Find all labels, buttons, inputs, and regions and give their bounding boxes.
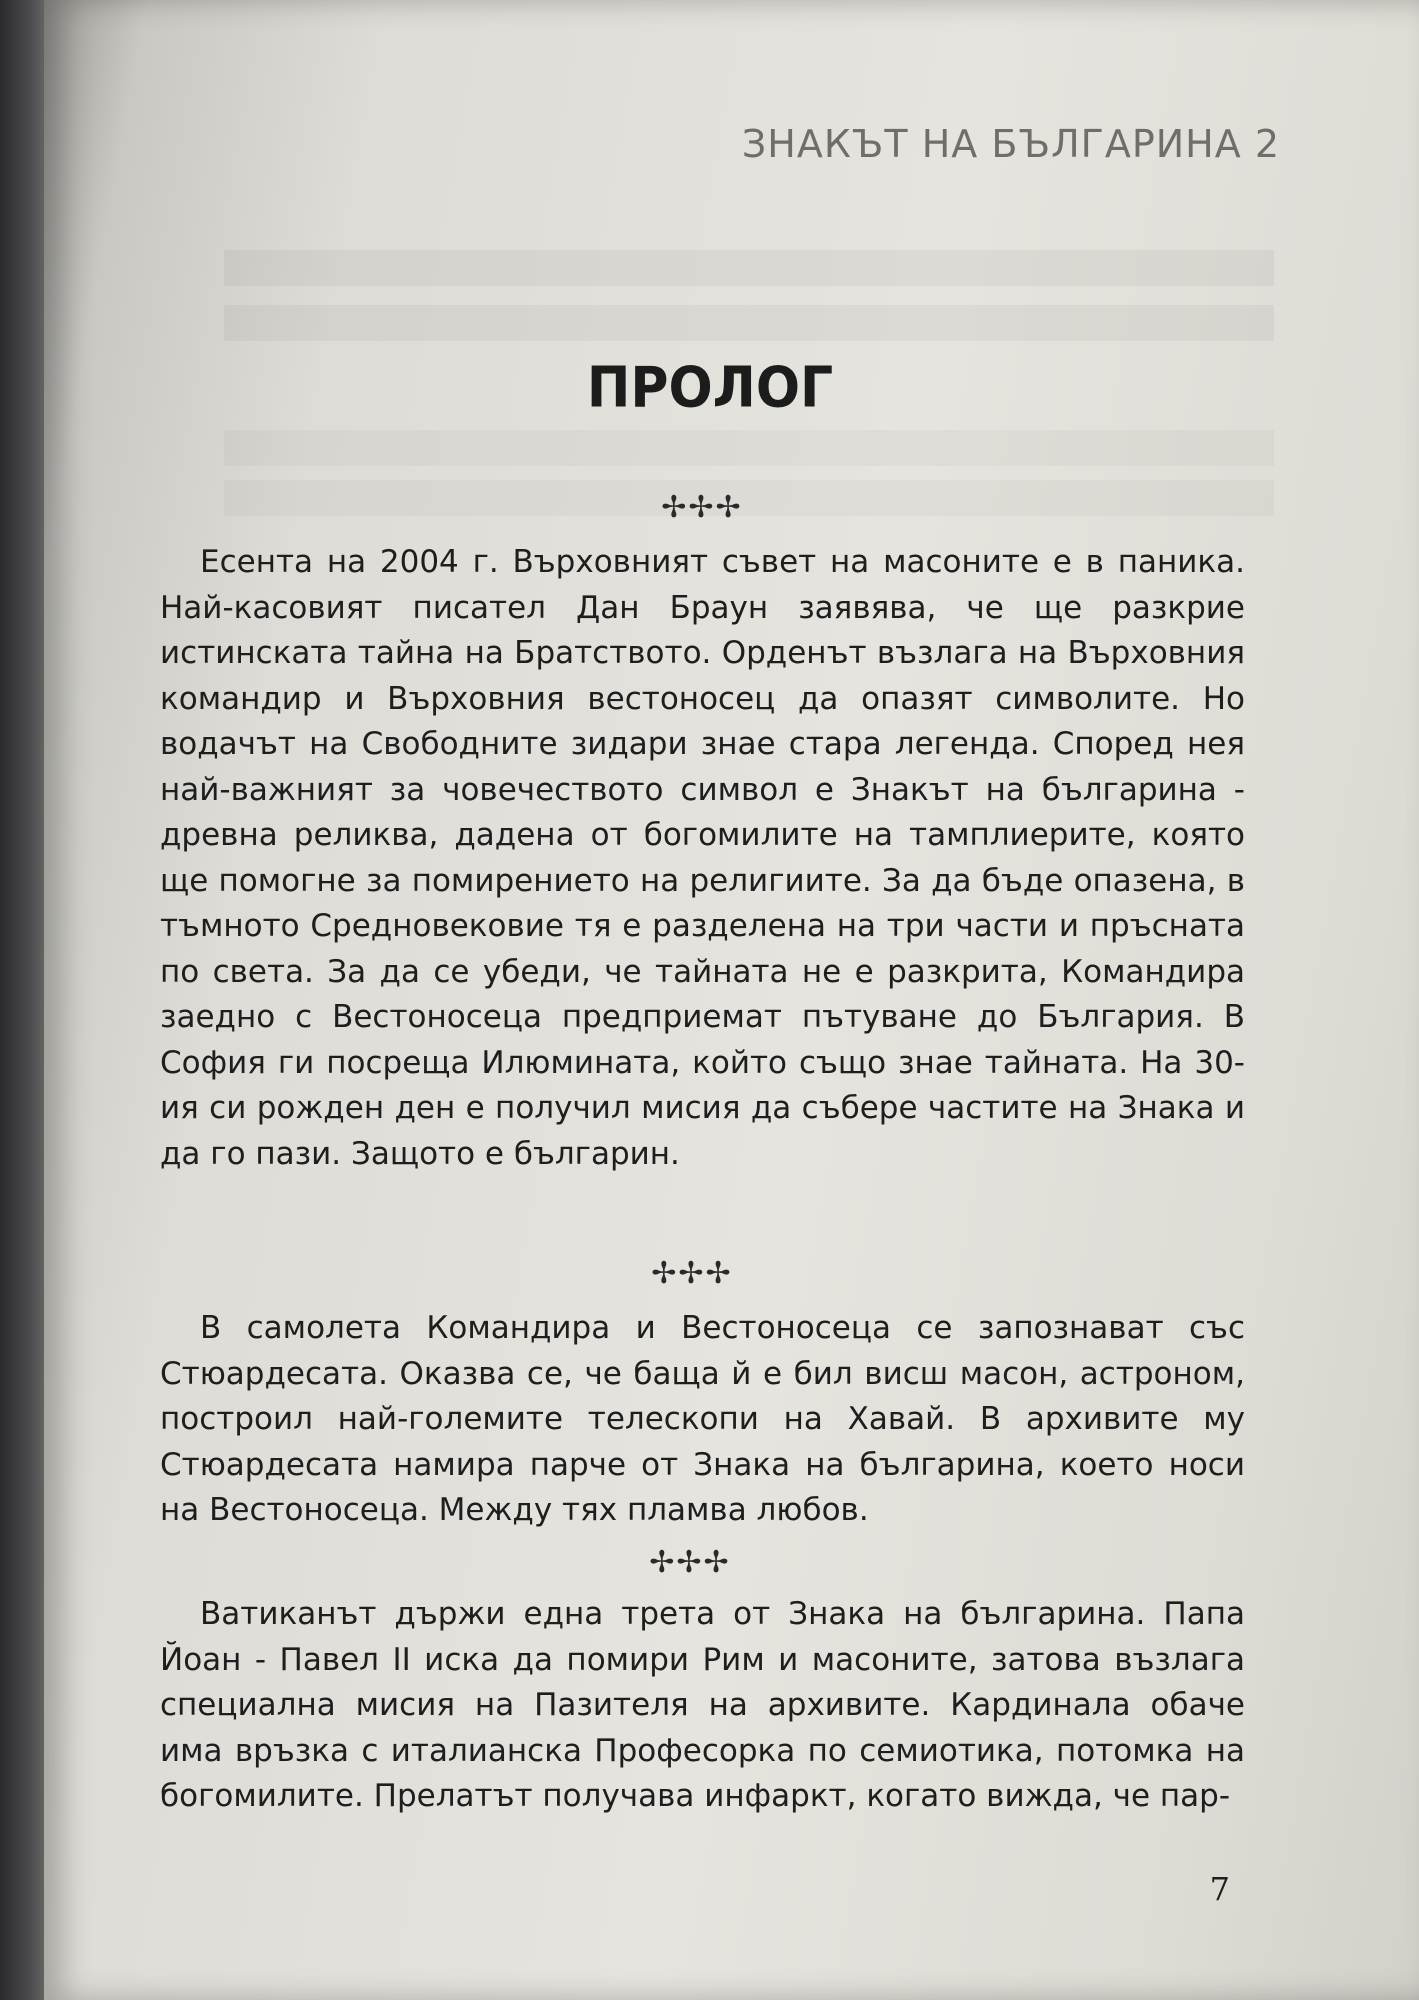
section-ornament: ✢✢✢ [649,1545,731,1580]
page-number: 7 [1209,1870,1230,1908]
bleed-through-texture [224,250,1274,286]
paragraph-1: Есента на 2004 г. Върховният съвет на масоните е в паника. Най-касовият писател Дан Браун заявява, че ще разкрие истинската тайна на Братството. Орденът възлага на Върховния командир и Върховния вестоносец да опазят символите. Но водачът на Свободните зидари знае стара легенда. Според нея най-важният за човечеството символ е Знакът на българина - древна реликва, дадена от богомилите на тамплиерите, която ще помогне за помирението на религиите. За да бъде опазена, в тъмното Средновековие тя е разделена на три части и пръсната по света. За да се убеди, че тайната не е разкрита, Командира заедно с Вестоносеца предприемат пътуване до България. В София ги посреща Илюмината, който също знае тайната. На 30-ия си рожден ден е получил мисия да събере частите на Знака и да го пази. Защото е българин. [160,544,1245,1172]
section-ornament: ✢✢✢ [651,1256,733,1291]
section-ornament: ✢✢✢ [661,490,743,525]
paragraph-3: Ватиканът държи една трета от Знака на българина. Папа Йоан - Павел II иска да помири Рим и масоните, затова възлага специална мисия на Пазителя на архивите. Кардинала обаче има връзка с италианска Професорка по семиотика, потомка на богомилите. Прелатът получава инфаркт, когато вижда, че пар- [160,1596,1245,1814]
paragraph-2: В самолета Командира и Вестоносеца се запознават със Стюардесата. Оказва се, че баща й е бил висш масон, астроном, построил най-големите телескопи на Хавай. В архивите му Стюардесата намира парче от Знака на българина, което носи на Вестоносеца. Между тях пламва любов. [160,1310,1245,1528]
book-spine-shadow [0,0,48,2000]
bleed-through-texture [224,305,1274,341]
bleed-through-texture [224,430,1274,466]
chapter-title: ПРОЛОГ [586,355,834,421]
running-head: ЗНАКЪТ НА БЪЛГАРИНА 2 [741,122,1280,166]
